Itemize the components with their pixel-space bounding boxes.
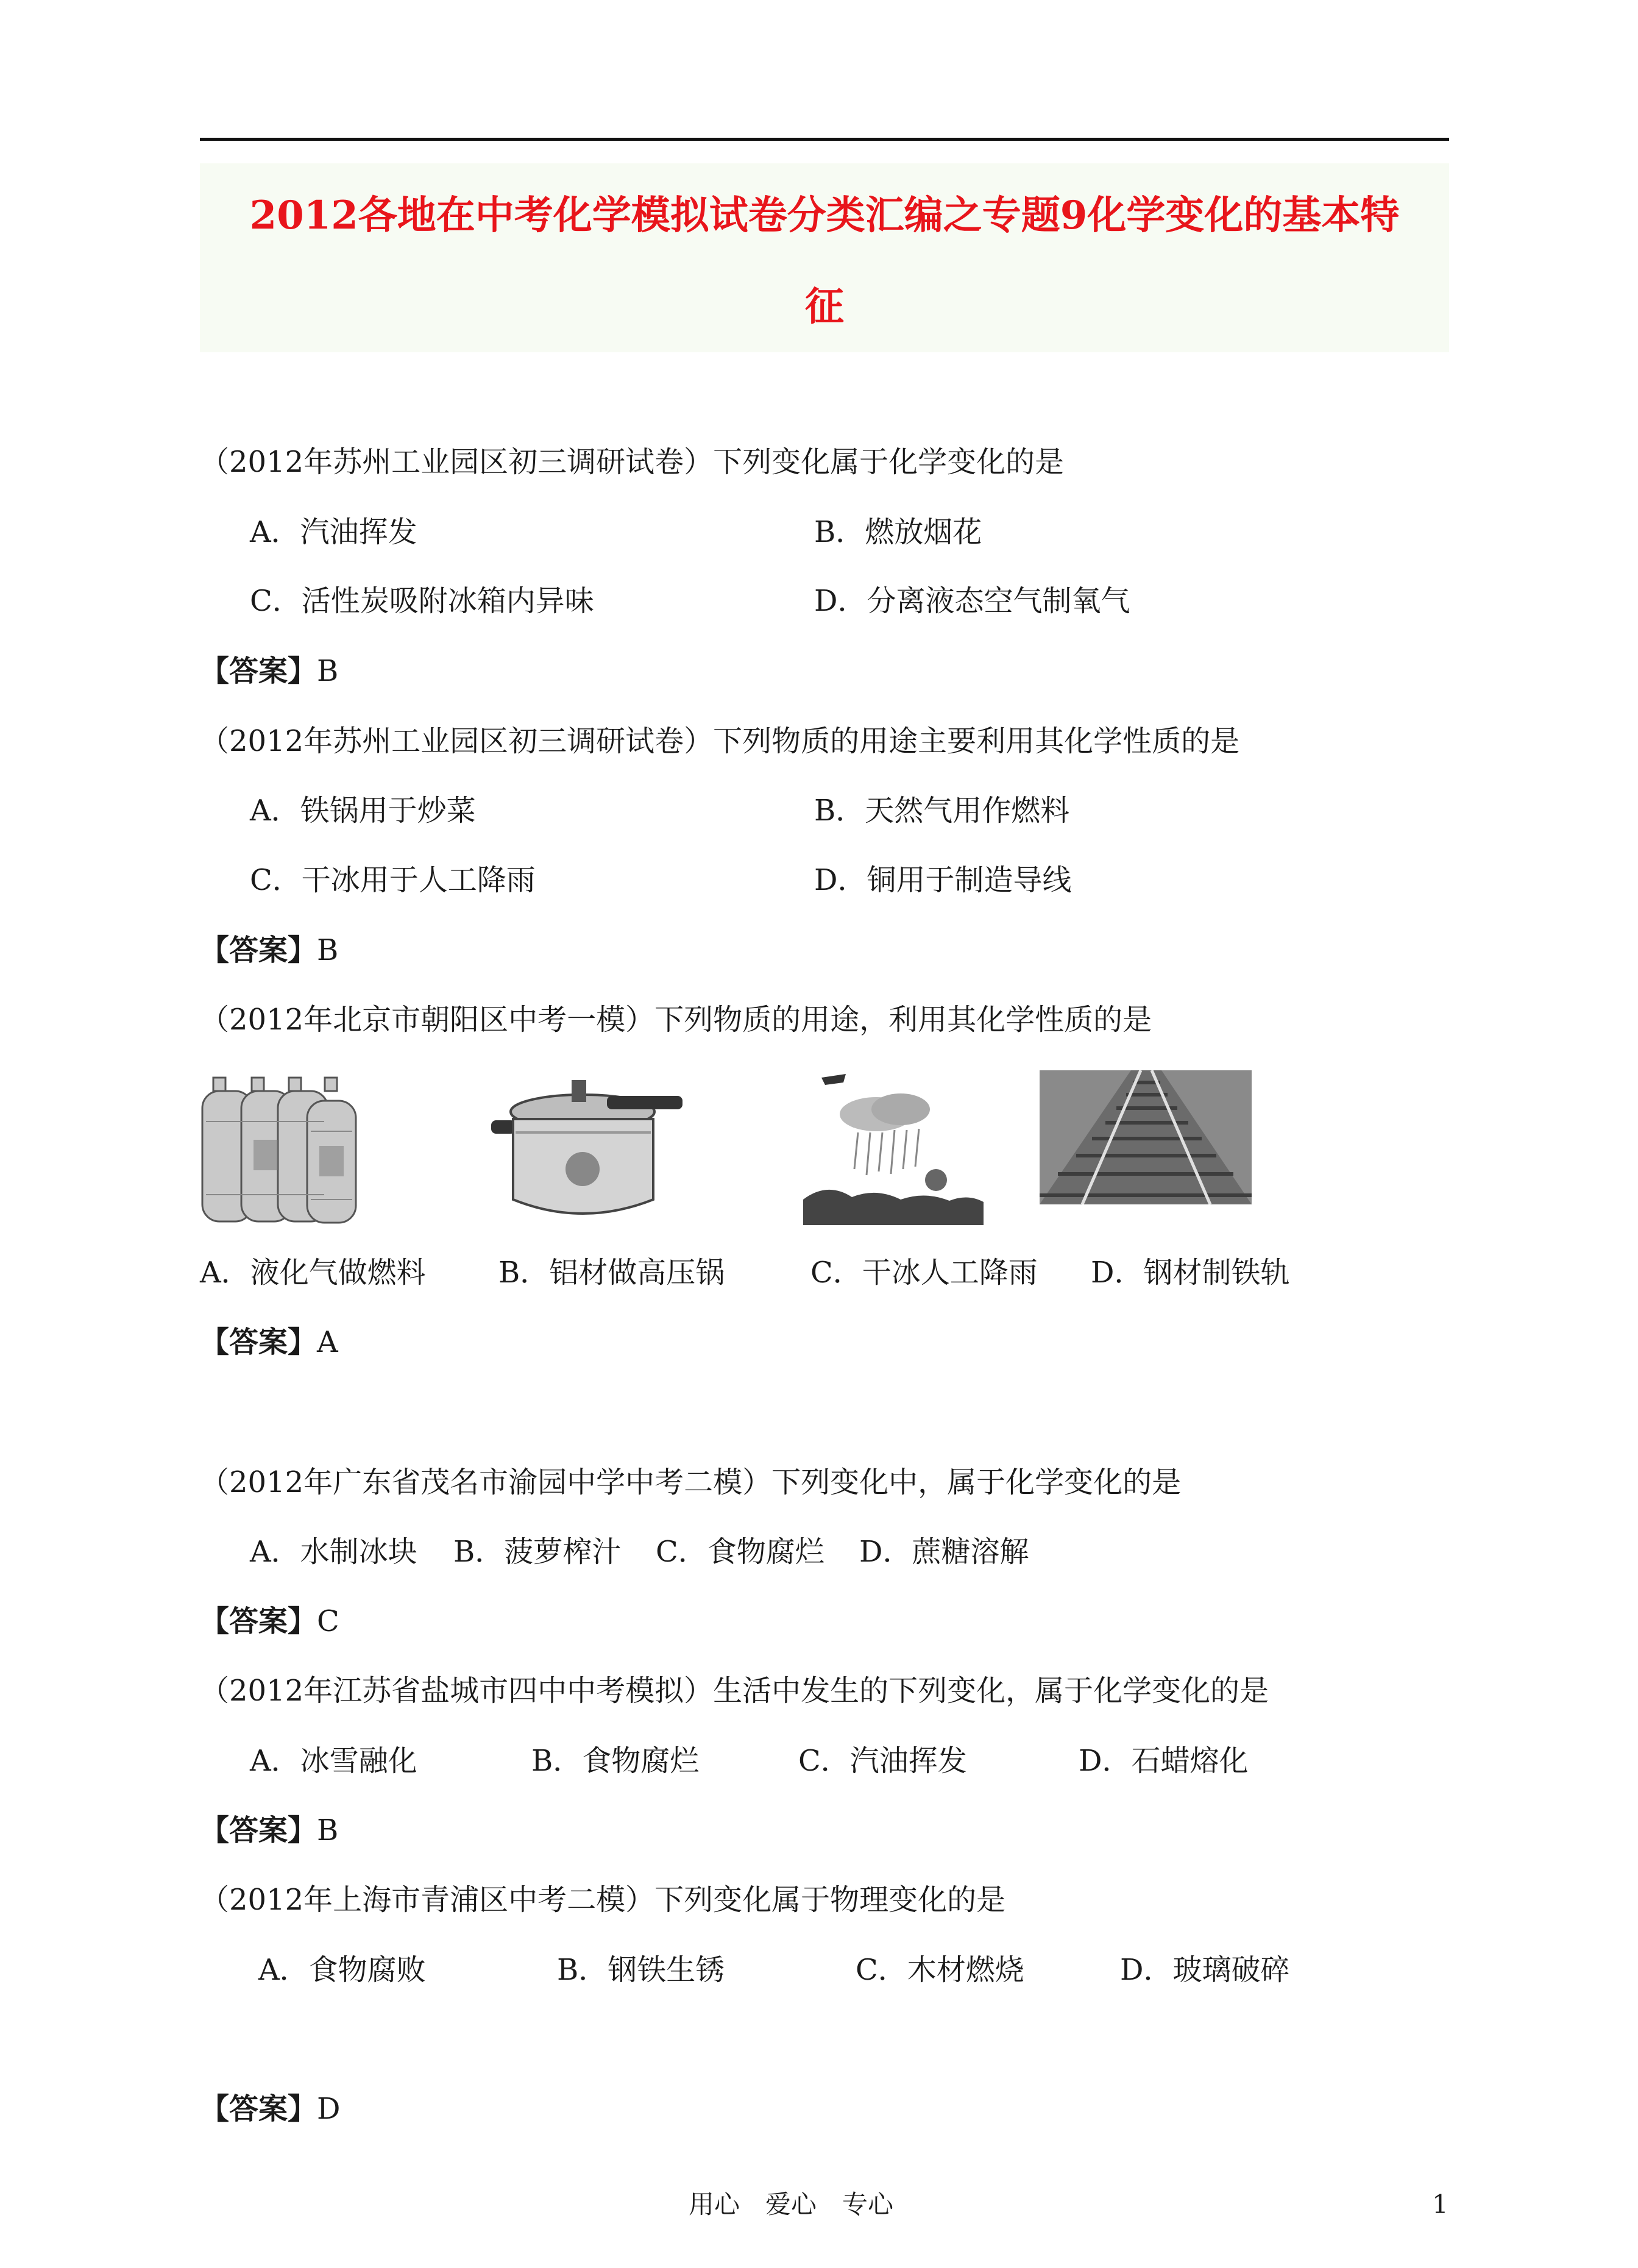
answer-label: 【答案】 <box>200 1604 317 1638</box>
option-a: A．铁锅用于炒菜 <box>250 794 476 828</box>
answer <box>200 1325 338 1359</box>
pressure-cooker-image <box>491 1078 684 1230</box>
page-title: 2012各地在中考化学模拟试卷分类汇编之专题9化学变化的基本特 <box>249 193 1400 238</box>
answer <box>200 1604 339 1638</box>
question-stem: （2012年江苏省盐城市四中中考模拟）生活中发生的下列变化，属于化学变化的是 <box>200 1674 1269 1708</box>
page-number: 1 <box>1432 2189 1448 2219</box>
answer-value: D <box>317 2092 341 2126</box>
question-stem: （2012年北京市朝阳区中考一模）下列物质的用途，利用其化学性质的是 <box>200 1003 1152 1037</box>
option-a: A．冰雪融化 <box>250 1744 417 1778</box>
question-stem: （2012年广东省茂名市渝园中学中考二模）下列变化中，属于化学变化的是 <box>200 1465 1182 1499</box>
answer-value: A <box>317 1325 338 1359</box>
answer-value: B <box>317 933 339 967</box>
option-d: D．钢材制铁轨 <box>1091 1256 1290 1290</box>
option-b: B．天然气用作燃料 <box>814 794 1070 828</box>
gas-cylinders-image <box>200 1073 357 1226</box>
answer <box>200 933 339 967</box>
dry-ice-rain-image <box>803 1072 984 1225</box>
title-block <box>200 163 1449 352</box>
option-c: C．活性炭吸附冰箱内异味 <box>250 584 594 618</box>
option-d: D．铜用于制造导线 <box>814 863 1072 897</box>
option-b: B．钢铁生锈 <box>557 1953 725 1987</box>
option-d: D．分离液态空气制氧气 <box>814 584 1130 618</box>
option-a: A．液化气做燃料 <box>200 1256 426 1290</box>
option-b: B．菠萝榨汁 <box>453 1535 622 1569</box>
option-c: C．食物腐烂 <box>656 1535 824 1569</box>
answer-label: 【答案】 <box>200 1813 317 1847</box>
page-title-continued: 征 <box>805 284 844 330</box>
question-stem: （2012年上海市青浦区中考二模）下列变化属于物理变化的是 <box>200 1883 1006 1917</box>
option-a: A．食物腐败 <box>258 1953 426 1987</box>
answer-label: 【答案】 <box>200 933 317 967</box>
answer-value: B <box>317 654 339 688</box>
footer-motto: 用心 爱心 专心 <box>689 2189 894 2219</box>
option-d: D．蔗糖溶解 <box>859 1535 1029 1569</box>
option-d: D．玻璃破碎 <box>1120 1953 1290 1987</box>
question-stem: （2012年苏州工业园区初三调研试卷）下列物质的用途主要利用其化学性质的是 <box>200 724 1240 758</box>
answer-label: 【答案】 <box>200 1325 317 1359</box>
answer-label: 【答案】 <box>200 2092 317 2126</box>
option-b: B．铝材做高压锅 <box>498 1256 725 1290</box>
option-b: B．食物腐烂 <box>531 1744 700 1778</box>
answer-label: 【答案】 <box>200 654 317 688</box>
option-c: C．干冰用于人工降雨 <box>250 863 536 897</box>
option-c: C．干冰人工降雨 <box>810 1256 1038 1290</box>
option-a: A．汽油挥发 <box>250 515 417 549</box>
header-rule <box>200 138 1449 141</box>
option-b: B．燃放烟花 <box>814 515 982 549</box>
answer <box>200 656 338 686</box>
answer-value: C <box>317 1604 339 1638</box>
answer <box>200 1813 339 1847</box>
answer <box>200 2094 341 2124</box>
option-d: D．石蜡熔化 <box>1079 1744 1249 1778</box>
option-c: C．汽油挥发 <box>798 1744 967 1778</box>
option-a: A．水制冰块 <box>250 1535 417 1569</box>
answer-value: B <box>317 1813 339 1847</box>
option-c: C．木材燃烧 <box>856 1953 1024 1987</box>
railway-track-image <box>1040 1070 1252 1204</box>
question-stem: （2012年苏州工业园区初三调研试卷）下列变化属于化学变化的是 <box>200 445 1065 479</box>
